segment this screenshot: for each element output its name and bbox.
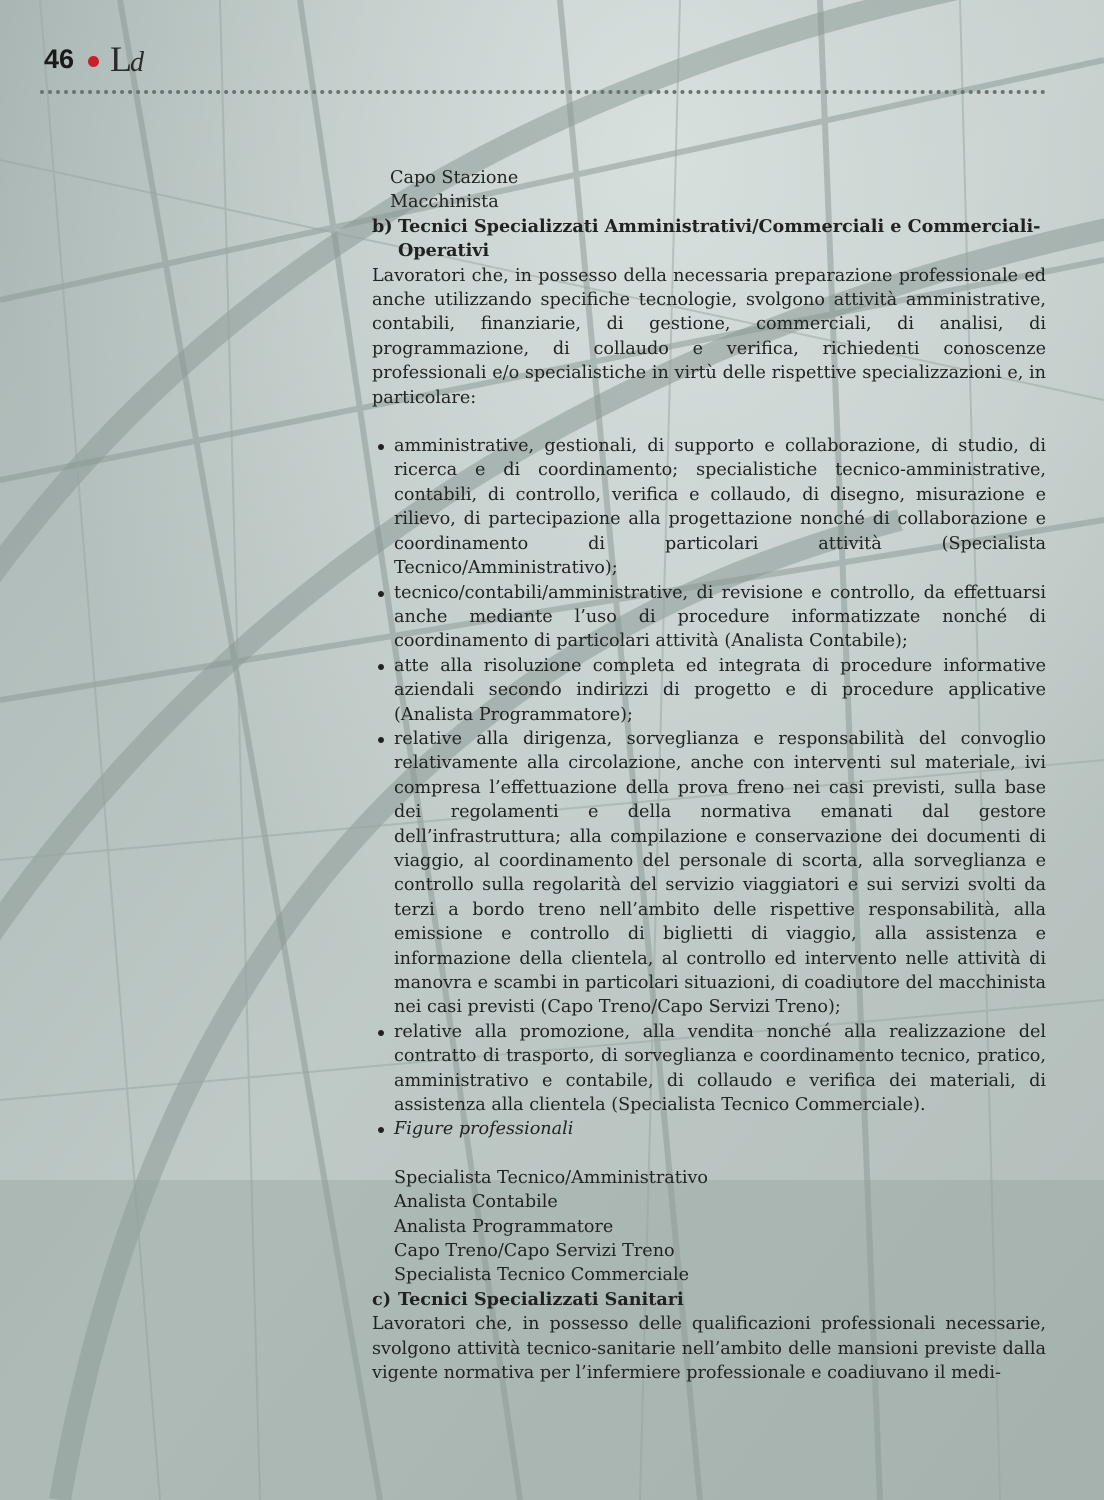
section-b-paragraph: Lavoratori che, in possesso della necessaria preparazione professionale ed anche utilizzando specifiche tecnologie, svolgono attività amministrative, contabili, finanziarie, di gestione, commerciali, di analisi, di programmazione, di collaudo e verifica, richiedenti conoscenze professionali e/o specialistiche in virtù delle rispettive specializzazioni e, in particolare: [372, 265, 1046, 408]
logo-letter-d: d [130, 47, 142, 78]
list-item: relative alla dirigenza, sorveglianza e responsabilità del convoglio relativamente alla circolazione, anche con interventi sul materiale, ivi compresa l’effettuazione della prova freno nei casi previsti, sulla base dei regolamenti e della normativa emanati dal gestore dell’infrastruttura; alla compilazione e conservazione dei documenti di viaggio, al coordinamento del personale di scorta, alla sorveglianza e controllo sulla regolarità del servizio viaggiatori e sui servizi svolti da terzi a bordo treno nell’ambito delle rispettive responsabilità, alla emissione e controllo di biglietti di viaggio, alla assistenza e informazione della clientela, al controllo ed intervento nelle attività di manovra e scambi in particolari situazioni, di coadiutore del macchinista nei casi previsti (Capo Treno/Capo Servizi Treno); [372, 727, 1046, 1020]
bullet-dot-icon [88, 56, 99, 67]
section-b-letter: b) [372, 215, 393, 237]
page-header [40, 38, 1050, 98]
section-c-letter: c) [372, 1288, 392, 1310]
figure-item: Capo Treno/Capo Servizi Treno [394, 1241, 675, 1262]
figure-item: Analista Contabile [394, 1192, 558, 1213]
section-b-heading [372, 215, 1046, 264]
list-item: relative alla promozione, alla vendita nonché alla realizzazione del contratto di trasporto, di sorveglianza e coordinamento tecnico, pratico, amministrativo e contabile, di collaudo e verifica dei materiali, di assistenza alla clientela (Specialista Tecnico Commerciale). [372, 1020, 1046, 1118]
page-number: 46 [44, 44, 75, 74]
magazine-logo [110, 38, 142, 80]
section-c-paragraph: Lavoratori che, in possesso delle qualificazioni professionali necessarie, svolgono attività tecnico-sanitarie nell’ambito delle mansioni previste dalla vigente normativa per l’infermiere professionale e coadiuvano il medi- [372, 1314, 1046, 1384]
figures-heading: Figure professionali [372, 1117, 1046, 1141]
section-c-title: Tecnici Specializzati Sanitari [398, 1288, 684, 1310]
article-body [372, 166, 1046, 1386]
list-item: amministrative, gestionali, di supporto e collaborazione, di studio, di ricerca e di coordinamento; specialistiche tecnico-amministrative, contabili, di controllo, verifica e collaudo, di disegno, misurazione e rilievo, di partecipazione alla progettazione nonché di collaborazione e coordinamento di particolari attività (Specialista Tecnico/Amministrativo); [372, 434, 1046, 580]
intro-list [390, 166, 1046, 215]
intro-line: Capo Stazione [390, 168, 519, 188]
logo-letter-l: L [110, 39, 130, 79]
header-dotted-rule [40, 90, 1046, 94]
section-c-heading [372, 1288, 1046, 1312]
figure-item: Specialista Tecnico/Amministrativo [394, 1167, 708, 1188]
section-b-bullet-list [372, 434, 1046, 1117]
figures-list [394, 1166, 1046, 1288]
intro-line: Macchinista [390, 192, 499, 213]
list-item: atte alla risoluzione completa ed integrata di procedure informative aziendali secondo indirizzi di progetto e di procedure applicative (Analista Programmatore); [372, 654, 1046, 727]
figure-item: Analista Programmatore [394, 1216, 614, 1237]
list-item: tecnico/contabili/amministrative, di revisione e controllo, da effettuarsi anche mediante l’uso di procedure informatizzate nonché di coordinamento di particolari attività (Analista Contabile); [372, 581, 1046, 654]
figure-item: Specialista Tecnico Commerciale [394, 1265, 690, 1286]
section-b-title: Tecnici Specializzati Amministrativi/Commerciali e Commerciali-Operativi [398, 215, 1041, 262]
